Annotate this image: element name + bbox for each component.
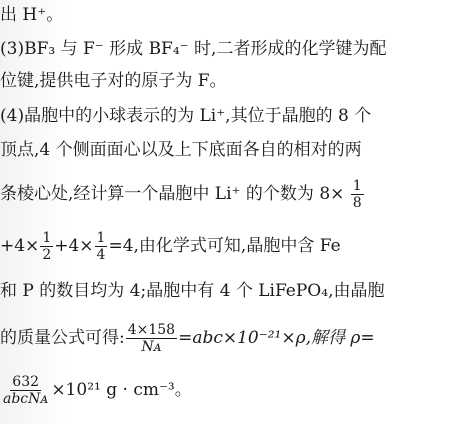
line-3-text: 位键,提供电子对的原子为 F。 bbox=[0, 71, 227, 91]
fraction-numerator: 632 bbox=[12, 374, 40, 390]
fraction-numerator: 1 bbox=[42, 230, 52, 246]
text-line-9 bbox=[0, 322, 375, 355]
line-8-text: 和 P 的数目均为 4;晶胞中有 4 个 LiFePO₄,由晶胞 bbox=[0, 281, 385, 301]
text-line-4 bbox=[0, 105, 371, 127]
fraction-numerator: 1 bbox=[352, 178, 362, 194]
text-line-1 bbox=[0, 4, 63, 26]
line-7-part-a: +4× bbox=[0, 236, 40, 256]
fraction-density bbox=[1, 374, 50, 407]
text-line-3 bbox=[0, 70, 227, 92]
fraction-numerator: 4×158 bbox=[127, 322, 176, 338]
fraction-denominator: Nᴀ bbox=[141, 339, 162, 355]
fraction-denominator: abcNᴀ bbox=[3, 391, 49, 407]
line-1-text: 出 H⁺。 bbox=[0, 5, 64, 25]
line-9-part-b: =abc×10⁻²¹×ρ,解得 ρ= bbox=[178, 328, 375, 348]
text-line-7 bbox=[0, 230, 341, 263]
fraction-denominator: 4 bbox=[96, 247, 106, 263]
line-7-part-b: +4× bbox=[54, 236, 94, 256]
fraction-denominator: 2 bbox=[42, 247, 52, 263]
text-line-8 bbox=[0, 280, 384, 302]
line-10-part-b: ×10²¹ g · cm⁻³。 bbox=[51, 380, 192, 400]
text-line-2 bbox=[0, 38, 386, 60]
fraction-mass-formula bbox=[126, 322, 177, 355]
line-9-part-a: 的质量公式可得: bbox=[0, 328, 125, 348]
line-5-text: 顶点,4 个侧面面心以及上下底面各自的相对的两 bbox=[0, 140, 362, 160]
line-7-part-c: =4,由化学式可知,晶胞中含 Fe bbox=[108, 236, 341, 256]
text-line-5 bbox=[0, 139, 362, 161]
text-line-6 bbox=[0, 178, 365, 211]
fraction-one-quarter bbox=[95, 230, 108, 263]
text-line-10 bbox=[0, 374, 192, 407]
fraction-one-half bbox=[40, 230, 53, 263]
fraction-numerator: 1 bbox=[96, 230, 106, 246]
line-2-text: (3)BF₃ 与 F⁻ 形成 BF₄⁻ 时,二者形成的化学键为配 bbox=[0, 39, 387, 59]
fraction-denominator: 8 bbox=[352, 195, 362, 211]
line-6-text: 条棱心处,经计算一个晶胞中 Li⁺ 的个数为 8× bbox=[0, 184, 345, 204]
line-4-text: (4)晶胞中的小球表示的为 Li⁺,其位于晶胞的 8 个 bbox=[0, 106, 372, 126]
fraction-one-eighth bbox=[351, 178, 364, 211]
